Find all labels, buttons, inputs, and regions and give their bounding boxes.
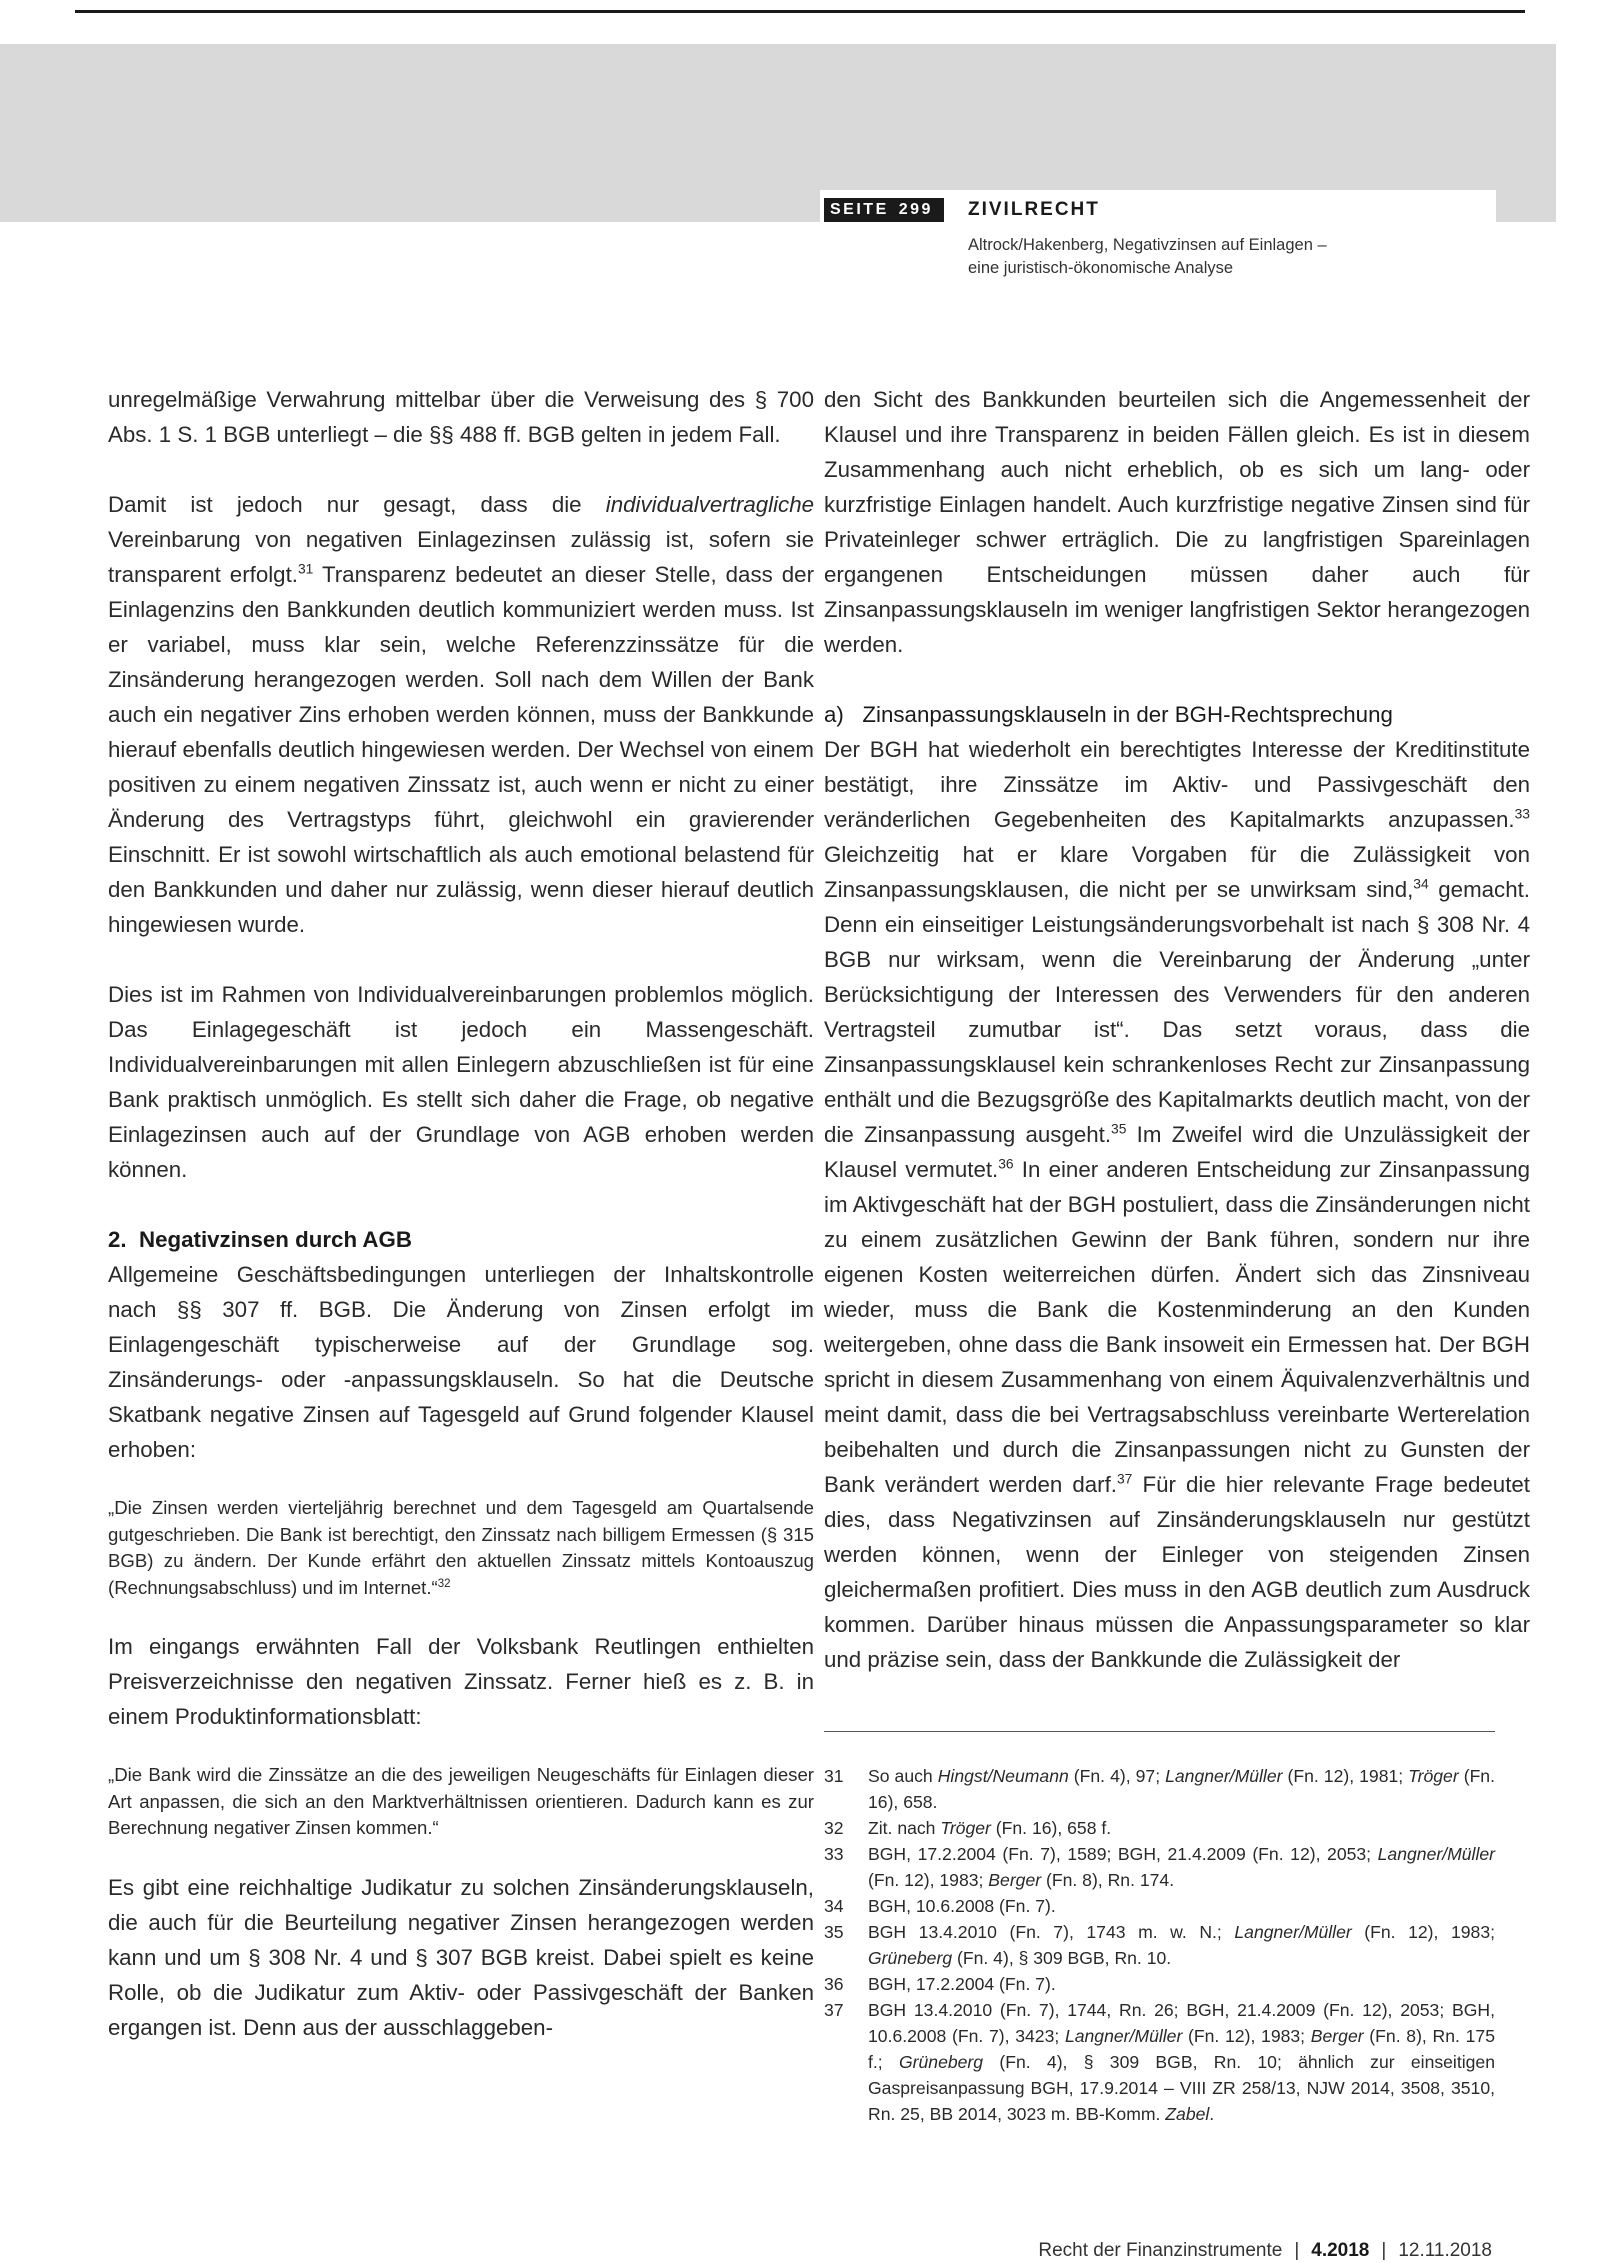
footnote-italic-run: Hingst/Neumann: [937, 1766, 1069, 1786]
journal-issue: 4.2018: [1311, 2240, 1370, 2261]
footnote-text-run: (Fn. 16), 658.: [868, 1766, 1495, 1812]
footnote-text-run: (Fn. 4), § 309 BGB, Rn. 10.: [952, 1948, 1172, 1968]
section-label: ZIVILRECHT: [968, 199, 1100, 220]
footnote-italic-run: Tröger: [940, 1818, 991, 1838]
quote-text: „Die Zinsen werden vierteljährig berechnet und dem Tagesgeld am Quartalsende gutgeschrieben. Die Bank ist berechtigt, den Zinssatz nach billigem Ermessen (§ 315 BGB) zu ändern. Der Kunde erfährt den aktuellen Zinssatz mittels Kontoauszug (Rechnungsabschluss) und im Internet.“: [108, 1497, 814, 1598]
footnote-text-run: BGH, 17.2.2004 (Fn. 7), 1589; BGH, 21.4.2009 (Fn. 12), 2053;: [868, 1844, 1378, 1864]
footnote-text-run: BGH 13.4.2010 (Fn. 7), 1744, Rn. 26; BGH, 21.4.2009 (Fn. 12), 2053; BGH, 10.6.2008 (Fn. 7), 3423;: [868, 2000, 1495, 2046]
top-rule: [75, 10, 1525, 13]
text-run: Im Zweifel wird die Unzulässigkeit der Klausel vermutet.: [824, 1122, 1530, 1182]
footnote-text: [868, 1763, 1495, 1815]
text-run: gemacht. Denn ein einseitiger Leistungsänderungsvorbehalt ist nach § 308 Nr. 4 BGB nur wirksam, wenn die Vereinbarung der Änderung „unter Berücksichtigung der Interessen des Verwenders für den anderen Vertragsteil zumutbar ist“. Das setzt voraus, dass die Zinsanpassungsklausel kein schrankenloses Recht zur Zinsanpassung enthält und die Bezugsgröße des Kapitalmarkts deutlich macht, von der die Zinsanpassung ausgeht.: [824, 877, 1530, 1147]
section-heading-number: 2.: [108, 1227, 127, 1252]
page-footer: [1038, 2239, 1492, 2263]
footnote-italic-run: Berger: [1310, 2026, 1364, 2046]
left-column: [108, 382, 814, 2045]
footer-separator: |: [1294, 2240, 1300, 2261]
footnote-number: 36: [824, 1974, 844, 1994]
footnote-text-run: (Fn. 12), 1983;: [1182, 2026, 1311, 2046]
footnote-italic-run: Tröger: [1408, 1766, 1459, 1786]
footnote-italic-run: Langner/Müller: [1377, 1844, 1495, 1864]
text-run: In einer anderen Entscheidung zur Zinsanpassung im Aktivgeschäft hat der BGH postuliert, dass die Zinsänderungen nicht zu einem zusätzlichen Gewinn der Bank führen, sondern nur ihre eigenen Kosten weiterreichen dürfen. Ändert sich das Zinsniveau wieder, muss die Bank die Kostenminderung an den Kunden weitergeben, ohne dass die Bank insoweit ein Ermessen hat. Der BGH spricht in diesem Zusammenhang von einem Äquivalenzverhältnis und meint damit, dass die bei Vertragsabschluss vereinbarte Werterelation beibehalten und durch die Zinsanpassungen nicht zu Gunsten der Bank verändert werden darf.: [824, 1157, 1530, 1497]
footnote-italic-run: Grüneberg: [898, 2052, 984, 2072]
footnote-text-run: So auch: [868, 1766, 938, 1786]
footnote-text-run: (Fn. 12), 1981;: [1282, 1766, 1409, 1786]
publication-date: 12.11.2018: [1398, 2240, 1492, 2261]
left-paragraph-4: Allgemeine Geschäftsbedingungen unterliegen der Inhaltskontrolle nach §§ 307 ff. BGB. Die Änderung von Zinsen erfolgt im Einlagengeschäft typischerweise auf der Grundlage sog. Zinsänderungs- oder -anpassungsklauseln. So hat die Deutsche Skatbank negative Zinsen auf Tagesgeld auf Grund folgender Klausel erhoben:: [108, 1262, 814, 1462]
footnote-text-run: (Fn. 8), Rn. 174.: [1041, 1870, 1175, 1890]
footnote-text-run: (Fn. 12), 1983;: [868, 1870, 989, 1890]
section-heading-2: [108, 1222, 814, 1257]
left-paragraph-2: [108, 487, 814, 942]
footnote-text: [868, 1919, 1495, 1971]
footnote-italic-run: Langner/Müller: [1234, 1922, 1352, 1942]
page-label: [824, 198, 944, 222]
article-info-line2: eine juristisch-ökonomische Analyse: [968, 259, 1234, 277]
footnote-ref-35[interactable]: 35: [1111, 1120, 1127, 1137]
footnote-italic-run: Langner/Müller: [1064, 2026, 1183, 2046]
footnote-text: [868, 1971, 1495, 1997]
footnote-italic-run: Langner/Müller: [1165, 1766, 1283, 1786]
footnote-divider: [824, 1731, 1495, 1732]
footnote-text-run: Zit. nach: [868, 1818, 941, 1838]
text-run: Für die hier relevante Frage bedeutet dies, dass Negativzinsen auf Zinsänderungsklauseln nur gestützt werden können, wenn der Einleger von steigenden Zinsen gleichermaßen profitiert. Dies muss in den AGB deutlich zum Ausdruck kommen. Darüber hinaus müssen die Anpassungsparameter so klar und präzise sein, dass der Bankkunde die Zulässigkeit der: [824, 1472, 1530, 1672]
article-info-line1: Altrock/Hakenberg, Negativzinsen auf Einlagen –: [968, 236, 1327, 254]
subsection-heading-number: a): [824, 702, 844, 727]
footnote-italic-run: Grüneberg: [868, 1948, 953, 1968]
footnote-text: [868, 1893, 1495, 1919]
footnote-36: [824, 1971, 1495, 1997]
footnote-text-run: (Fn. 4), 97;: [1068, 1766, 1166, 1786]
footnote-text-run: (Fn. 4), § 309 BGB, Rn. 10; ähnlich zur einseitigen Gaspreisanpassung BGH, 17.9.2014 – VIII ZR 258/13, NJW 2014, 3508, 3510, Rn. 25, BB 2014, 3023 m. BB-Komm.: [868, 2052, 1495, 2124]
footnote-text: [868, 1997, 1495, 2127]
right-paragraph-2: [824, 732, 1530, 1677]
footnote-33: [824, 1841, 1495, 1893]
text-run: Damit ist jedoch nur gesagt, dass die: [108, 492, 606, 517]
footnote-text-run: BGH, 10.6.2008 (Fn. 7).: [868, 1896, 1056, 1916]
footnote-text-run: (Fn. 8), Rn. 175 f.;: [868, 2026, 1495, 2072]
text-run: Der BGH hat wiederholt ein berechtigtes Interesse der Kreditinstitute bestätigt, ihre Zinssätze im Aktiv- und Passivgeschäft den veränderlichen Gegebenheiten des Kapitalmarkts anzupassen.: [824, 737, 1530, 832]
footnote-text-run: .: [1209, 2104, 1215, 2124]
footnote-number: 35: [824, 1922, 844, 1942]
footnote-31: [824, 1763, 1495, 1815]
text-run: Transparenz bedeutet an dieser Stelle, dass der Einlagenzins den Bankkunden deutlich kommuniziert werden muss. Ist er variabel, muss klar sein, welche Referenzzinssätze für die Zinsänderung herangezogen werden. Soll nach dem Willen der Bank auch ein negativer Zins erhoben werden können, muss der Bankkunde hierauf ebenfalls deutlich hingewiesen werden. Der Wechsel von einem positiven zu einem negativen Zinssatz ist, auch wenn er nicht zu einer Änderung des Vertragstyps führt, gleichwohl ein gravierender Einschnitt. Er ist sowohl wirtschaftlich als auch emotional belastend für den Bankkunden und daher nur zulässig, wenn dieser hierauf deutlich hingewiesen wurde.: [108, 562, 814, 937]
footnote-text-run: BGH 13.4.2010 (Fn. 7), 1743 m. w. N.;: [868, 1922, 1235, 1942]
footnote-number: 34: [824, 1896, 844, 1916]
footnote-34: [824, 1893, 1495, 1919]
footnote-ref-33[interactable]: 33: [1514, 805, 1530, 822]
emphasis: individualvertragliche: [605, 492, 814, 517]
journal-name: Recht der Finanzinstrumente: [1038, 2240, 1283, 2261]
footnote-ref-36[interactable]: 36: [998, 1155, 1014, 1172]
footnote-italic-run: Zabel: [1165, 2104, 1210, 2124]
footnotes: [824, 1763, 1495, 2127]
footnote-35: [824, 1919, 1495, 1971]
text-run: Gleichzeitig hat er klare Vorgaben für die Zulässigkeit von Zinsanpassungsklausen, die nicht per se unwirksam sind,: [824, 842, 1530, 902]
footnote-number: 37: [824, 2000, 844, 2020]
left-paragraph-1: unregelmäßige Verwahrung mittelbar über die Verweisung des § 700 Abs. 1 S. 1 BGB unterliegt – die §§ 488 ff. BGB gelten in jedem Fall.: [108, 387, 814, 447]
left-paragraph-3: Dies ist im Rahmen von Individualvereinbarungen problemlos möglich. Das Einlagegeschäft ist jedoch ein Massengeschäft. Individualvereinbarungen mit allen Einlegern abzuschließen ist für eine Bank praktisch unmöglich. Es stellt sich daher die Frage, ob negative Einlagezinsen auch auf der Grundlage von AGB erhoben werden können.: [108, 982, 814, 1182]
subsection-heading-a: [824, 697, 1530, 732]
page-number: 299: [898, 201, 933, 218]
footnote-text-run: (Fn. 12), 1983;: [1351, 1922, 1495, 1942]
footnote-37: [824, 1997, 1495, 2127]
footnote-text: [868, 1841, 1495, 1893]
footnote-text-run: BGH, 17.2.2004 (Fn. 7).: [868, 1974, 1056, 1994]
subsection-heading-title: Zinsanpassungsklauseln in der BGH-Rechtsprechung: [862, 702, 1393, 727]
right-column: [824, 382, 1530, 1677]
footnote-ref-37[interactable]: 37: [1117, 1470, 1133, 1487]
footnote-number: 31: [824, 1766, 844, 1786]
footnote-italic-run: Berger: [988, 1870, 1042, 1890]
footnote-number: 32: [824, 1818, 844, 1838]
footnote-text-run: (Fn. 16), 658 f.: [990, 1818, 1112, 1838]
text-run: Vereinbarung von negativen Einlagezinsen zulässig ist, sofern sie transparent erfolgt.: [108, 527, 814, 587]
left-paragraph-6: Es gibt eine reichhaltige Judikatur zu solchen Zinsänderungsklauseln, die auch für die Beurteilung negativer Zinsen herangezogen werden kann und um § 308 Nr. 4 und § 307 BGB kreist. Dabei spielt es keine Rolle, ob die Judikatur zum Aktiv- oder Passivgeschäft der Banken ergangen ist. Denn aus der ausschlaggeben-: [108, 1874, 814, 2040]
footnote-number: 33: [824, 1844, 844, 1864]
footnote-ref-32[interactable]: 32: [437, 1577, 451, 1590]
footnote-ref-34[interactable]: 34: [1413, 875, 1429, 892]
left-paragraph-5: Im eingangs erwähnten Fall der Volksbank Reutlingen enthielten Preisverzeichnisse den negativen Zinssatz. Ferner hieß es z. B. in einem Produktinformationsblatt:: [108, 1634, 814, 1729]
article-info: [968, 234, 1327, 280]
right-paragraph-1: den Sicht des Bankkunden beurteilen sich die Angemessenheit der Klausel und ihre Transparenz in beiden Fällen gleich. Es ist in diesem Zusammenhang auch nicht erheblich, ob es sich um lang- oder kurzfristige Einlagen handelt. Auch kurzfristige negative Zinsen sind für Privateinleger schwer erträglich. Die zu langfristigen Spareinlagen ergangenen Entscheidungen müssen daher auch für Zinsanpassungsklauseln im weniger langfristigen Sektor herangezogen werden.: [824, 387, 1530, 657]
footnote-text: [868, 1815, 1495, 1841]
footer-separator: |: [1381, 2240, 1387, 2261]
footnote-ref-31[interactable]: 31: [297, 560, 314, 577]
block-quote-skatbank: [108, 1495, 814, 1601]
block-quote-volksbank: „Die Bank wird die Zinssätze an die des jeweiligen Neugeschäfts für Einlagen dieser Art anpassen, die sich an den Marktverhältnissen orientieren. Dadurch kann es zur Berechnung negativer Zinsen kommen.“: [108, 1764, 814, 1838]
page-word: SEITE: [830, 201, 889, 218]
section-heading-title: Negativzinsen durch AGB: [139, 1227, 412, 1252]
footnote-32: [824, 1815, 1495, 1841]
